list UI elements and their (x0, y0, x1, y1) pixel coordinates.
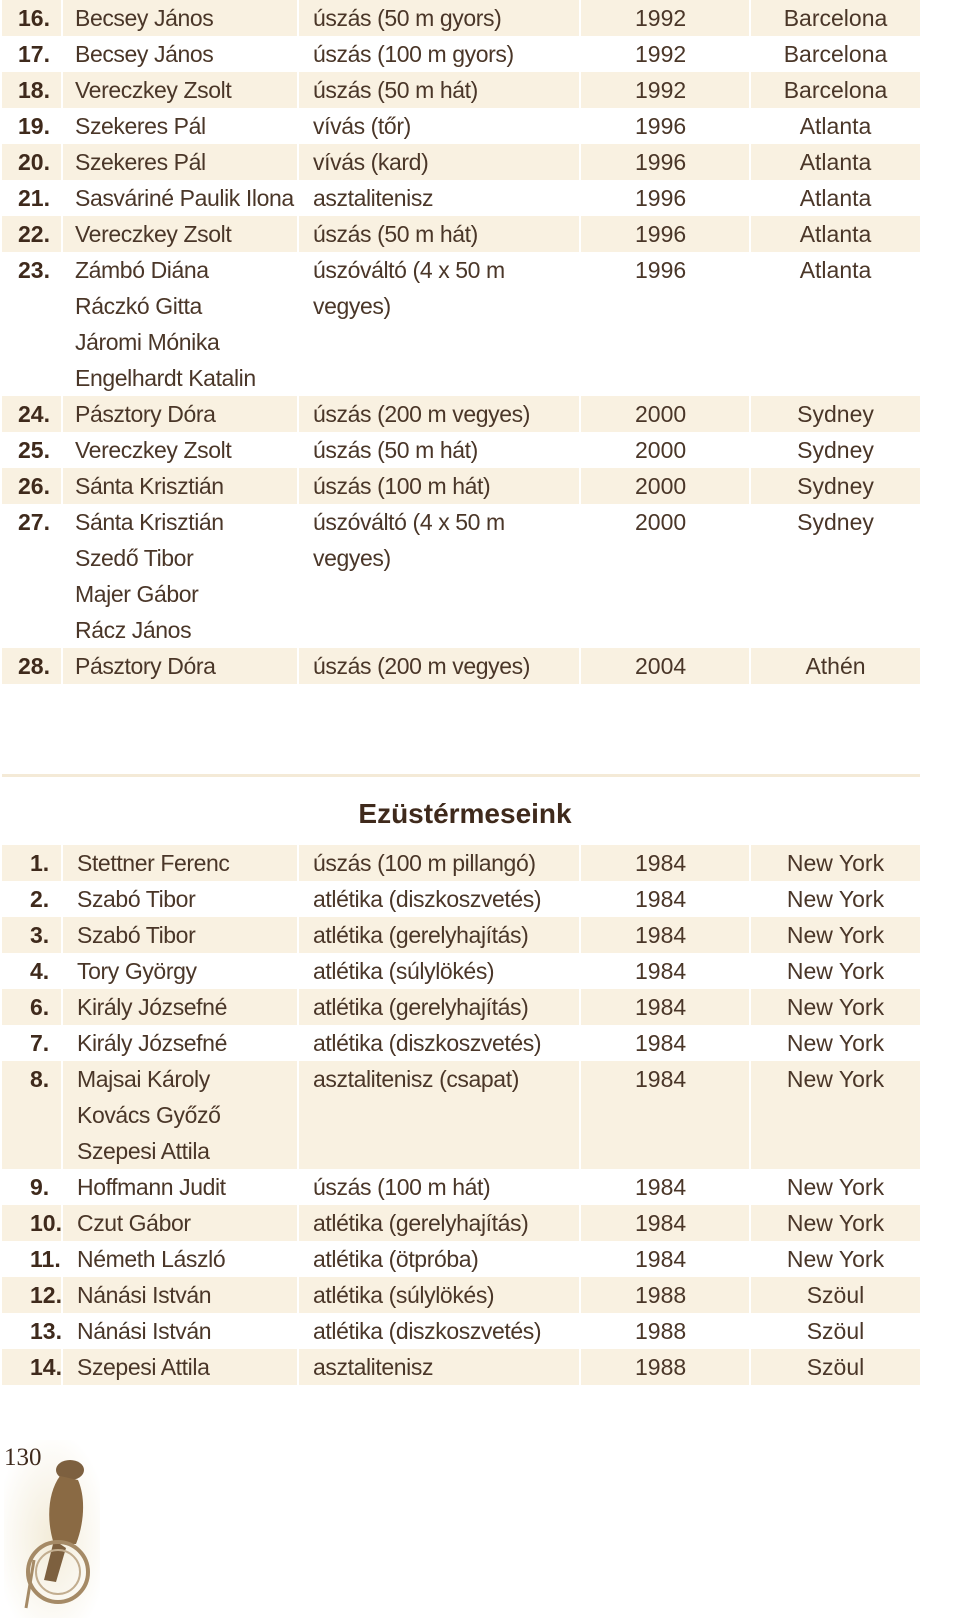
athlete-name: Engelhardt Katalin (75, 365, 256, 391)
row-number: 19. (2, 108, 62, 144)
year: 1992 (580, 36, 750, 72)
table-row (2, 252, 920, 396)
table-row (2, 108, 920, 144)
year: 1984 (580, 1241, 750, 1277)
event: úszás (100 m pillangó) (298, 845, 580, 881)
host-city: New York (750, 1169, 920, 1205)
event: atlétika (gerelyhajítás) (298, 1205, 580, 1241)
athlete-name: Stettner Ferenc (77, 850, 230, 876)
table-row (2, 648, 920, 684)
year: 1984 (580, 845, 750, 881)
year: 2000 (580, 504, 750, 648)
row-number: 17. (2, 36, 62, 72)
table-row (2, 1169, 920, 1205)
athlete-names (62, 252, 298, 396)
athlete-name: Szekeres Pál (75, 113, 206, 139)
event: atlétika (diszkoszvetés) (298, 881, 580, 917)
host-city: Barcelona (750, 72, 920, 108)
row-number: 23. (2, 252, 62, 396)
page-number: 130 (4, 1444, 42, 1471)
table-row (2, 989, 920, 1025)
athlete-name: Király Józsefné (77, 1030, 227, 1056)
year: 1996 (580, 216, 750, 252)
event: asztalitenisz (298, 1349, 580, 1385)
silver-medalists-table (2, 845, 920, 1385)
host-city: Szöul (750, 1349, 920, 1385)
event: atlétika (gerelyhajítás) (298, 917, 580, 953)
row-number: 6. (2, 989, 62, 1025)
year: 1988 (580, 1313, 750, 1349)
host-city: Athén (750, 648, 920, 684)
athlete-name: Járomi Mónika (75, 329, 220, 355)
year: 1992 (580, 0, 750, 36)
athlete-name: Zámbó Diána (75, 257, 209, 283)
athlete-names (62, 144, 298, 180)
athlete-names (62, 396, 298, 432)
athlete-names (62, 917, 298, 953)
year: 1988 (580, 1277, 750, 1313)
table-row (2, 845, 920, 881)
silver-medalists-section (2, 774, 920, 1385)
athlete-names (62, 1061, 298, 1169)
athlete-names (62, 216, 298, 252)
athlete-name: Rácz János (75, 617, 192, 643)
athlete-names (62, 1241, 298, 1277)
host-city: New York (750, 953, 920, 989)
athlete-names (62, 504, 298, 648)
athlete-names (62, 1349, 298, 1385)
row-number: 13. (2, 1313, 62, 1349)
athlete-name: Szekeres Pál (75, 149, 206, 175)
year: 1996 (580, 252, 750, 396)
athlete-name: Németh László (77, 1246, 226, 1272)
host-city: New York (750, 917, 920, 953)
athlete-name: Majsai Károly (77, 1066, 210, 1092)
table-row (2, 1241, 920, 1277)
athlete-name: Kovács Győző (77, 1102, 221, 1128)
athlete-name: Sasváriné Paulik Ilona (75, 185, 294, 211)
table-row (2, 396, 920, 432)
athlete-name: Vereczkey Zsolt (75, 437, 232, 463)
row-number: 9. (2, 1169, 62, 1205)
row-number: 11. (2, 1241, 62, 1277)
host-city: New York (750, 1241, 920, 1277)
athlete-name: Majer Gábor (75, 581, 199, 607)
table-row (2, 144, 920, 180)
host-city: New York (750, 989, 920, 1025)
row-number: 8. (2, 1061, 62, 1169)
row-number: 18. (2, 72, 62, 108)
athlete-name: Nánási István (77, 1282, 212, 1308)
athlete-names (62, 108, 298, 144)
row-number: 20. (2, 144, 62, 180)
year: 2004 (580, 648, 750, 684)
row-number: 1. (2, 845, 62, 881)
event: atlétika (diszkoszvetés) (298, 1313, 580, 1349)
host-city: Barcelona (750, 0, 920, 36)
athlete-name: Szabó Tibor (77, 922, 196, 948)
event: úszás (200 m vegyes) (298, 648, 580, 684)
athlete-name: Becsey János (75, 41, 214, 67)
athlete-name: Szepesi Attila (77, 1138, 210, 1164)
row-number: 10. (2, 1205, 62, 1241)
host-city: Sydney (750, 468, 920, 504)
host-city: Sydney (750, 396, 920, 432)
year: 1984 (580, 953, 750, 989)
event: úszóváltó (4 x 50 m vegyes) (298, 504, 580, 648)
row-number: 4. (2, 953, 62, 989)
athlete-name: Sánta Krisztián (75, 473, 224, 499)
section-title: Ezüstérmeseink (2, 777, 920, 845)
athlete-names (62, 72, 298, 108)
host-city: Atlanta (750, 252, 920, 396)
athlete-names (62, 180, 298, 216)
table-row (2, 504, 920, 648)
event: atlétika (súlylökés) (298, 1277, 580, 1313)
table-row (2, 1277, 920, 1313)
row-number: 21. (2, 180, 62, 216)
athlete-names (62, 881, 298, 917)
event: úszóváltó (4 x 50 m vegyes) (298, 252, 580, 396)
year: 1996 (580, 108, 750, 144)
athlete-names (62, 1205, 298, 1241)
gold-medalists-table (2, 0, 920, 684)
athlete-name: Pásztory Dóra (75, 401, 216, 427)
row-number: 26. (2, 468, 62, 504)
table-row (2, 1349, 920, 1385)
host-city: New York (750, 1061, 920, 1169)
host-city: Atlanta (750, 108, 920, 144)
year: 2000 (580, 396, 750, 432)
athlete-name: Király Józsefné (77, 994, 227, 1020)
row-number: 16. (2, 0, 62, 36)
athlete-names (62, 1025, 298, 1061)
athlete-names (62, 0, 298, 36)
event: úszás (50 m gyors) (298, 0, 580, 36)
athlete-names (62, 36, 298, 72)
host-city: New York (750, 845, 920, 881)
table-row (2, 180, 920, 216)
host-city: Sydney (750, 432, 920, 468)
athlete-name: Szabó Tibor (77, 886, 196, 912)
year: 2000 (580, 468, 750, 504)
host-city: Atlanta (750, 144, 920, 180)
athlete-names (62, 845, 298, 881)
row-number: 24. (2, 396, 62, 432)
host-city: Szöul (750, 1313, 920, 1349)
event: úszás (100 m gyors) (298, 36, 580, 72)
event: úszás (100 m hát) (298, 468, 580, 504)
table-row (2, 36, 920, 72)
athlete-names (62, 1313, 298, 1349)
athlete-name: Becsey János (75, 5, 214, 31)
table-row (2, 917, 920, 953)
athlete-name: Szedő Tibor (75, 545, 194, 571)
athlete-names (62, 953, 298, 989)
year: 1984 (580, 917, 750, 953)
table-row (2, 953, 920, 989)
event: úszás (100 m hát) (298, 1169, 580, 1205)
event: atlétika (diszkoszvetés) (298, 1025, 580, 1061)
host-city: New York (750, 881, 920, 917)
event: atlétika (súlylökés) (298, 953, 580, 989)
table-row (2, 72, 920, 108)
host-city: New York (750, 1205, 920, 1241)
event: úszás (200 m vegyes) (298, 396, 580, 432)
event: vívás (kard) (298, 144, 580, 180)
year: 1984 (580, 1169, 750, 1205)
table-row (2, 1025, 920, 1061)
athlete-names (62, 468, 298, 504)
athlete-name: Pásztory Dóra (75, 653, 216, 679)
athlete-name: Tory György (77, 958, 197, 984)
athlete-names (62, 648, 298, 684)
athlete-name: Hoffmann Judit (77, 1174, 226, 1200)
row-number: 14. (2, 1349, 62, 1385)
row-number: 2. (2, 881, 62, 917)
row-number: 25. (2, 432, 62, 468)
year: 1984 (580, 881, 750, 917)
athlete-name: Czut Gábor (77, 1210, 191, 1236)
year: 1988 (580, 1349, 750, 1385)
event: asztalitenisz (298, 180, 580, 216)
year: 1984 (580, 1061, 750, 1169)
year: 1984 (580, 1205, 750, 1241)
athlete-names (62, 1169, 298, 1205)
table-row (2, 468, 920, 504)
athlete-name: Nánási István (77, 1318, 212, 1344)
row-number: 3. (2, 917, 62, 953)
host-city: Sydney (750, 504, 920, 648)
year: 1984 (580, 1025, 750, 1061)
athlete-names (62, 432, 298, 468)
event: vívás (tőr) (298, 108, 580, 144)
year: 2000 (580, 432, 750, 468)
row-number: 28. (2, 648, 62, 684)
athlete-names (62, 989, 298, 1025)
host-city: Atlanta (750, 180, 920, 216)
host-city: Atlanta (750, 216, 920, 252)
table-row (2, 1205, 920, 1241)
event: atlétika (gerelyhajítás) (298, 989, 580, 1025)
event: atlétika (ötpróba) (298, 1241, 580, 1277)
athlete-name: Vereczkey Zsolt (75, 77, 232, 103)
row-number: 12. (2, 1277, 62, 1313)
table-row (2, 216, 920, 252)
athlete-name: Szepesi Attila (77, 1354, 210, 1380)
year: 1992 (580, 72, 750, 108)
event: úszás (50 m hát) (298, 216, 580, 252)
table-row (2, 0, 920, 36)
year: 1984 (580, 989, 750, 1025)
year: 1996 (580, 180, 750, 216)
athlete-name: Sánta Krisztián (75, 509, 224, 535)
host-city: New York (750, 1025, 920, 1061)
host-city: Szöul (750, 1277, 920, 1313)
table-row (2, 881, 920, 917)
host-city: Barcelona (750, 36, 920, 72)
athlete-name: Vereczkey Zsolt (75, 221, 232, 247)
table-row (2, 432, 920, 468)
event: úszás (50 m hát) (298, 432, 580, 468)
row-number: 7. (2, 1025, 62, 1061)
event: asztalitenisz (csapat) (298, 1061, 580, 1169)
table-row (2, 1313, 920, 1349)
row-number: 22. (2, 216, 62, 252)
athlete-names (62, 1277, 298, 1313)
table-row (2, 1061, 920, 1169)
row-number: 27. (2, 504, 62, 648)
event: úszás (50 m hát) (298, 72, 580, 108)
athlete-name: Ráczkó Gitta (75, 293, 202, 319)
year: 1996 (580, 144, 750, 180)
